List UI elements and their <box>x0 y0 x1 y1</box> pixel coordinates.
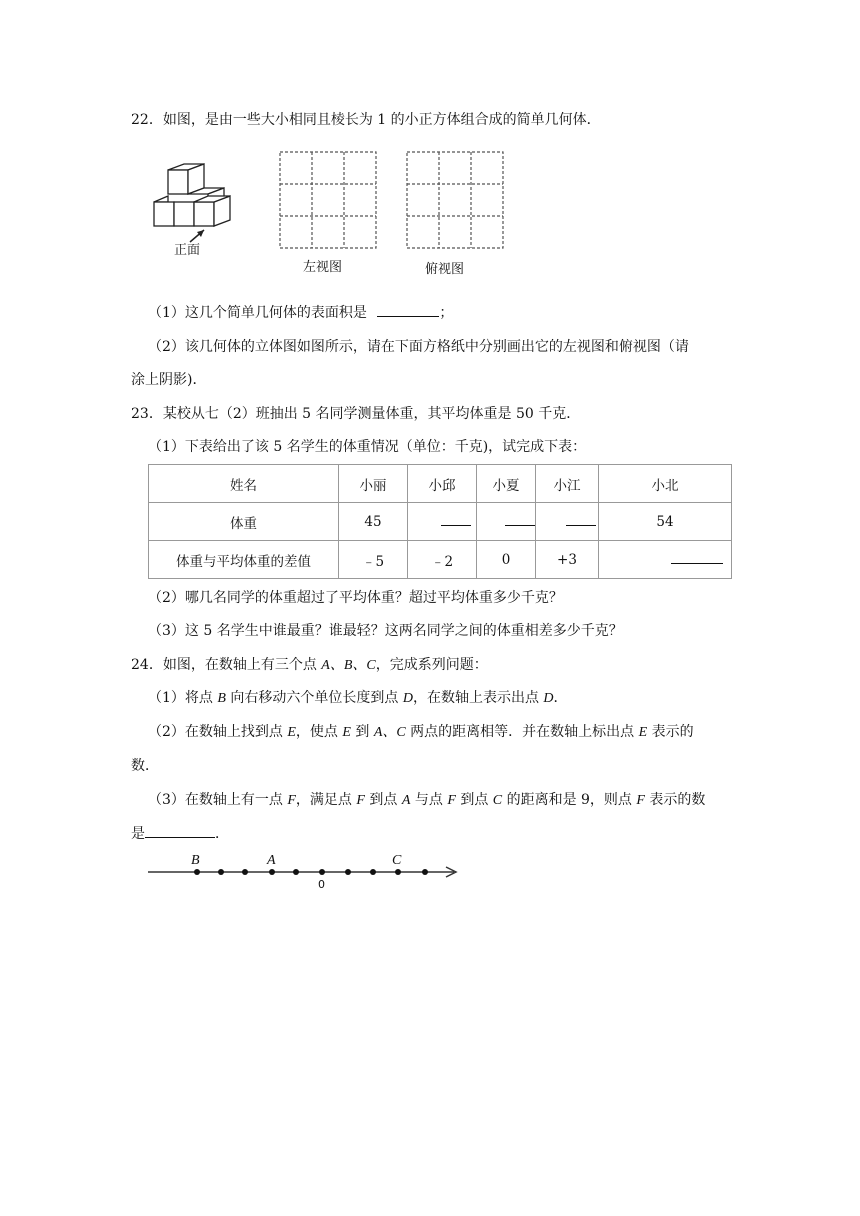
origin-point <box>319 869 325 875</box>
q24-stem-points: A、B、C <box>321 658 376 673</box>
label-A: A <box>267 853 276 868</box>
label-B: B <box>191 853 200 868</box>
var-run: F <box>287 793 296 808</box>
text-run: ． <box>215 826 229 842</box>
table-cell: 0 <box>477 541 536 579</box>
table-header: 姓名 <box>149 465 339 503</box>
q24-stem-end: ，完成系列问题： <box>375 657 488 673</box>
text-run: ，在数轴上表示出点 <box>412 690 544 706</box>
q24-part1 <box>148 688 568 709</box>
q24-part2 <box>148 722 694 743</box>
q23-part2: （2）哪几名同学的体重超过了平均体重？超过平均体重多少千克？ <box>148 590 563 606</box>
text-run: （1）将点 <box>148 690 218 706</box>
q23-part1: （1）下表给出了该 5 名学生的体重情况（单位：千克)，试完成下表： <box>148 439 587 455</box>
text-run: 的距离和是 9，则点 <box>502 792 637 808</box>
left-view-caption: 左视图 <box>303 260 343 275</box>
table-cell-blank[interactable] <box>599 541 732 579</box>
point-B <box>194 869 200 875</box>
text-run: 是 <box>131 826 145 842</box>
text-run: 表示的 <box>647 724 694 740</box>
var-run: F <box>356 793 365 808</box>
text-run: ，使点 <box>295 724 343 740</box>
label-C: C <box>392 853 402 868</box>
var-run: F <box>447 793 456 808</box>
cube-figure <box>150 150 240 260</box>
q23-part3: （3）这 5 名学生中谁最重？谁最轻？这两名同学之间的体重相差多少千克？ <box>148 623 623 639</box>
q22-part1 <box>148 302 453 323</box>
q22-part1-end: ； <box>439 305 454 321</box>
q24-part3 <box>148 790 705 811</box>
q24-part2-line2: 数． <box>131 758 159 774</box>
point-A <box>269 869 275 875</box>
text-run: 向右移动六个单位长度到点 <box>225 690 403 706</box>
table-cell-blank[interactable] <box>536 503 599 541</box>
table-cell: ﹣5 <box>339 541 408 579</box>
row-label: 体重 <box>149 503 339 541</box>
tick-point <box>242 869 248 875</box>
var-run: C <box>492 793 503 808</box>
var-run: A、C <box>373 725 406 740</box>
text-run: 两点的距离相等．并在数轴上标出点 <box>405 724 639 740</box>
table-cell: +3 <box>536 541 599 579</box>
table-header: 小邱 <box>408 465 477 503</box>
var-run: F <box>636 793 645 808</box>
q23-stem: 23．某校从七（2）班抽出 5 名同学测量体重，其平均体重是 50 千克． <box>131 406 581 422</box>
text-run: （2）在数轴上找到点 <box>148 724 288 740</box>
var-run: A <box>401 793 411 808</box>
table-header-row <box>149 465 732 503</box>
text-run: 到点 <box>364 792 402 808</box>
table-header: 小江 <box>536 465 599 503</box>
text-run: 到 <box>350 724 374 740</box>
var-run: E <box>342 725 351 740</box>
table-header: 小夏 <box>477 465 536 503</box>
tick-point <box>218 869 224 875</box>
table-row-diff <box>149 541 732 579</box>
top-view-grid <box>405 150 507 250</box>
label-zero: 0 <box>318 878 325 891</box>
table-cell: 54 <box>599 503 732 541</box>
text-run: 与点 <box>410 792 448 808</box>
var-run: B <box>217 691 226 706</box>
var-run: D <box>543 691 554 706</box>
text-run: ． <box>553 690 568 706</box>
var-run: E <box>638 725 648 740</box>
text-run: 到点 <box>455 792 493 808</box>
table-header: 小丽 <box>339 465 408 503</box>
text-run: ，满足点 <box>295 792 357 808</box>
var-run: E <box>287 725 296 740</box>
var-run: D <box>402 691 413 706</box>
q24-part3-line2 <box>131 823 229 844</box>
q24-stem <box>131 655 488 676</box>
tick-point <box>293 869 299 875</box>
q22-part2-line1: （2）该几何体的立体图如图所示，请在下面方格纸中分别画出它的左视图和俯视图（请 <box>148 339 689 355</box>
point-C <box>395 869 401 875</box>
q24-stem-text: 24．如图，在数轴上有三个点 <box>131 657 322 673</box>
table-header: 小北 <box>599 465 732 503</box>
table-cell-blank[interactable] <box>408 503 477 541</box>
text-run: （3）在数轴上有一点 <box>148 792 288 808</box>
table-cell-blank[interactable] <box>477 503 536 541</box>
q22-part1-text: （1）这几个简单几何体的表面积是 <box>148 305 367 321</box>
q22-part2-line2: 涂上阴影)． <box>131 372 207 388</box>
tick-point <box>422 869 428 875</box>
q22-answer-blank[interactable] <box>377 302 439 317</box>
number-line <box>146 848 466 892</box>
q24-answer-blank[interactable] <box>145 823 215 838</box>
weight-table <box>148 464 732 579</box>
tick-point <box>370 869 376 875</box>
table-cell: 45 <box>339 503 408 541</box>
front-label: 正面 <box>174 243 201 258</box>
table-cell: ﹣2 <box>408 541 477 579</box>
left-view-grid <box>278 150 380 250</box>
q22-stem: 22．如图，是由一些大小相同且棱长为 1 的小正方体组合成的简单几何体． <box>131 112 601 128</box>
text-run: 表示的数 <box>644 792 706 808</box>
table-row-weight <box>149 503 732 541</box>
row-label: 体重与平均体重的差值 <box>149 541 339 579</box>
tick-point <box>345 869 351 875</box>
top-view-caption: 俯视图 <box>425 262 465 277</box>
